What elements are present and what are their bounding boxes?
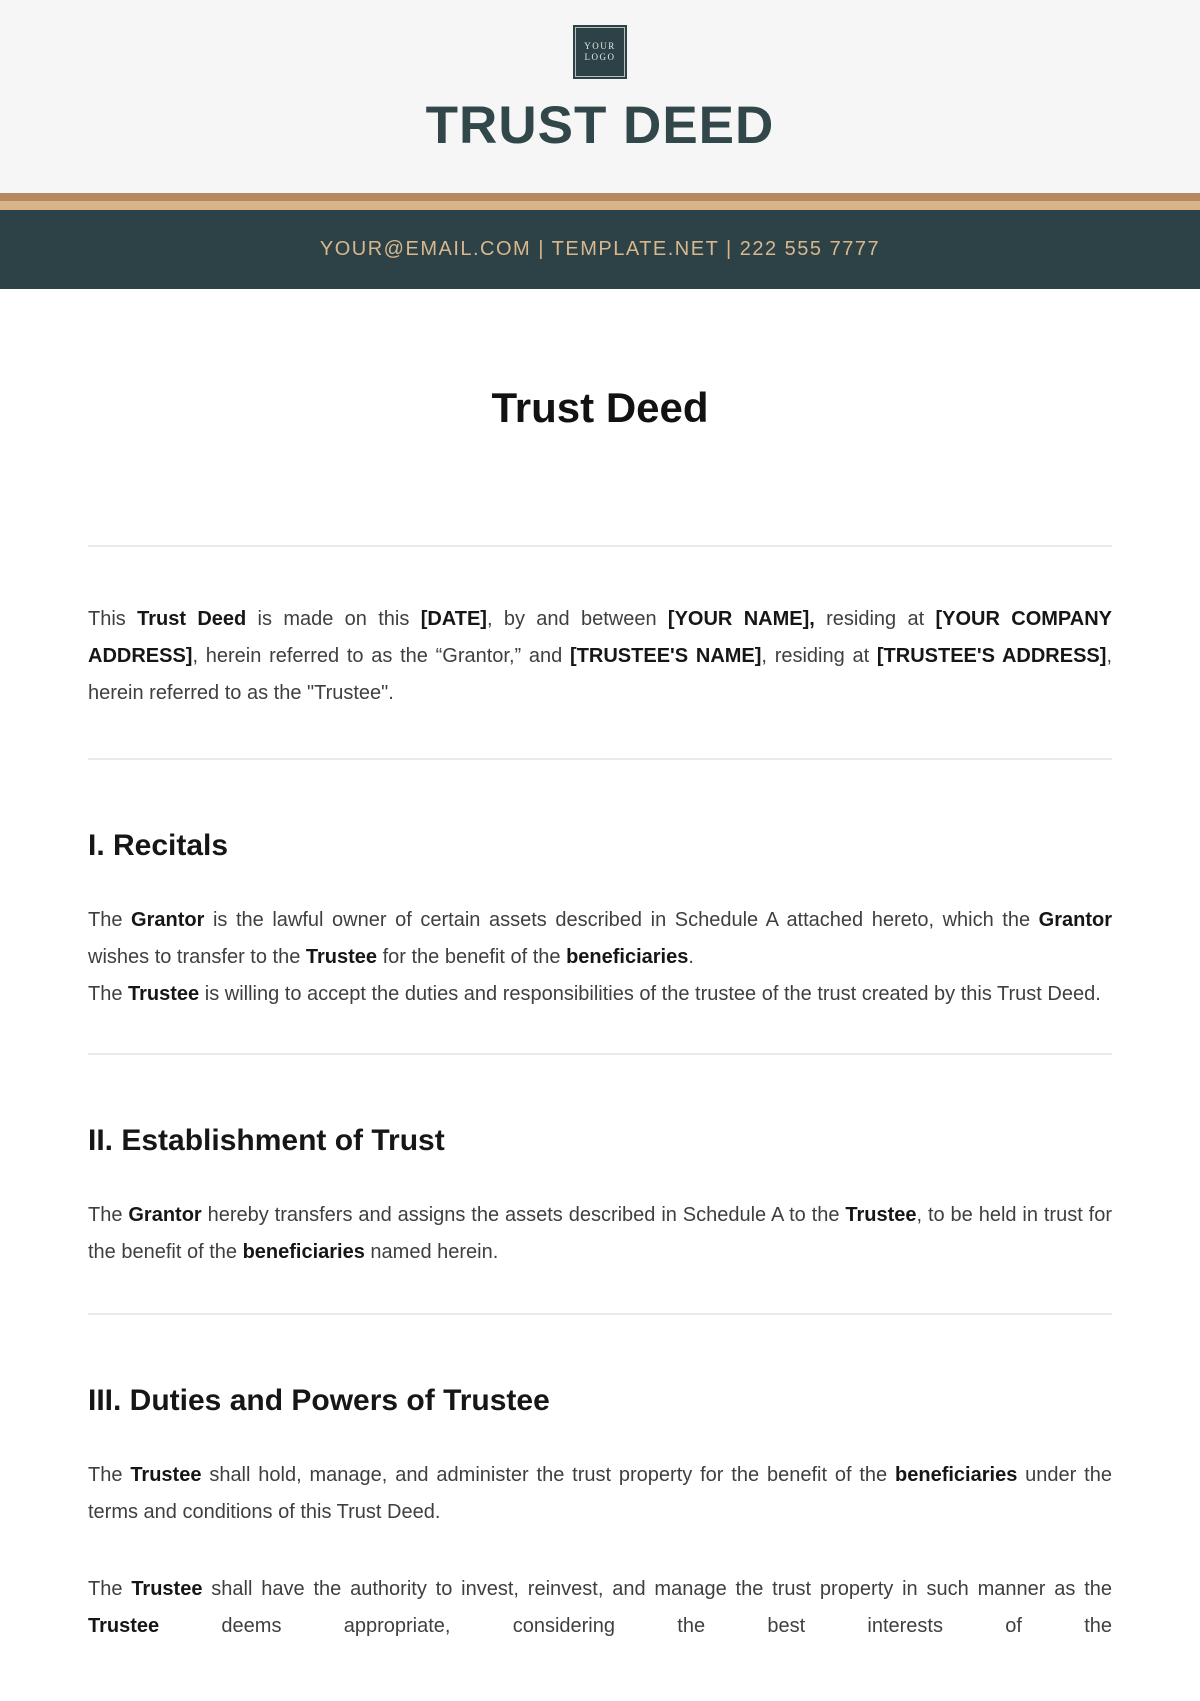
contact-info: YOUR@EMAIL.COM | TEMPLATE.NET | 222 555 7777 [319,238,881,260]
divider [88,545,1112,547]
divider [88,758,1112,760]
document-header [0,0,1200,193]
paragraph: The Trustee is willing to accept the duties and responsibilities of the trustee of the trust created by this Trust Deed. [88,983,1101,1006]
intro-paragraph: This Trust Deed is made on this [DATE], by and between [YOUR NAME], residing at [YOUR COMPANY ADDRESS], herein referred to as the “Grantor,” and [TRUSTEE'S NAME], residing at [TRUSTEE'S ADDRESS], herein referred to as the "Trustee". [88,608,1112,705]
section-heading-recitals: I. Recitals [88,829,229,863]
section-establishment [88,1123,1112,1271]
contact-bar [0,210,1200,289]
logo-placeholder [575,27,625,77]
section-recitals [88,828,1112,1013]
section-duties [88,1383,1112,1645]
paragraph: The Grantor is the lawful owner of certain assets described in Schedule A attached hereto, which the Grantor wishes to transfer to the Trustee for the benefit of the beneficiaries. [88,909,1112,969]
paragraph: The Trustee shall have the authority to invest, reinvest, and manage the trust property in such manner as the Trustee deems appropriate, considering the best interests of the [88,1578,1112,1638]
paragraph: The Grantor hereby transfers and assigns the assets described in Schedule A to the Trustee, to be held in trust for the benefit of the beneficiaries named herein. [88,1204,1112,1264]
divider [88,1313,1112,1315]
paragraph: The Trustee shall hold, manage, and administer the trust property for the benefit of the beneficiaries under the terms and conditions of this Trust Deed. [88,1464,1112,1524]
logo-text-line1: YOUR [584,41,616,51]
accent-stripe-light [0,201,1200,210]
company-logo [573,25,627,79]
divider [88,1053,1112,1055]
accent-stripe-dark [0,193,1200,201]
section-heading-duties: III. Duties and Powers of Trustee [88,1384,550,1418]
document-title: Trust Deed [491,384,709,431]
section-heading-establishment: II. Establishment of Trust [88,1124,445,1158]
document-body [0,383,1200,1645]
logo-text-line2: LOGO [584,52,616,62]
accent-stripe [0,193,1200,210]
header-title: TRUST DEED [425,96,775,155]
